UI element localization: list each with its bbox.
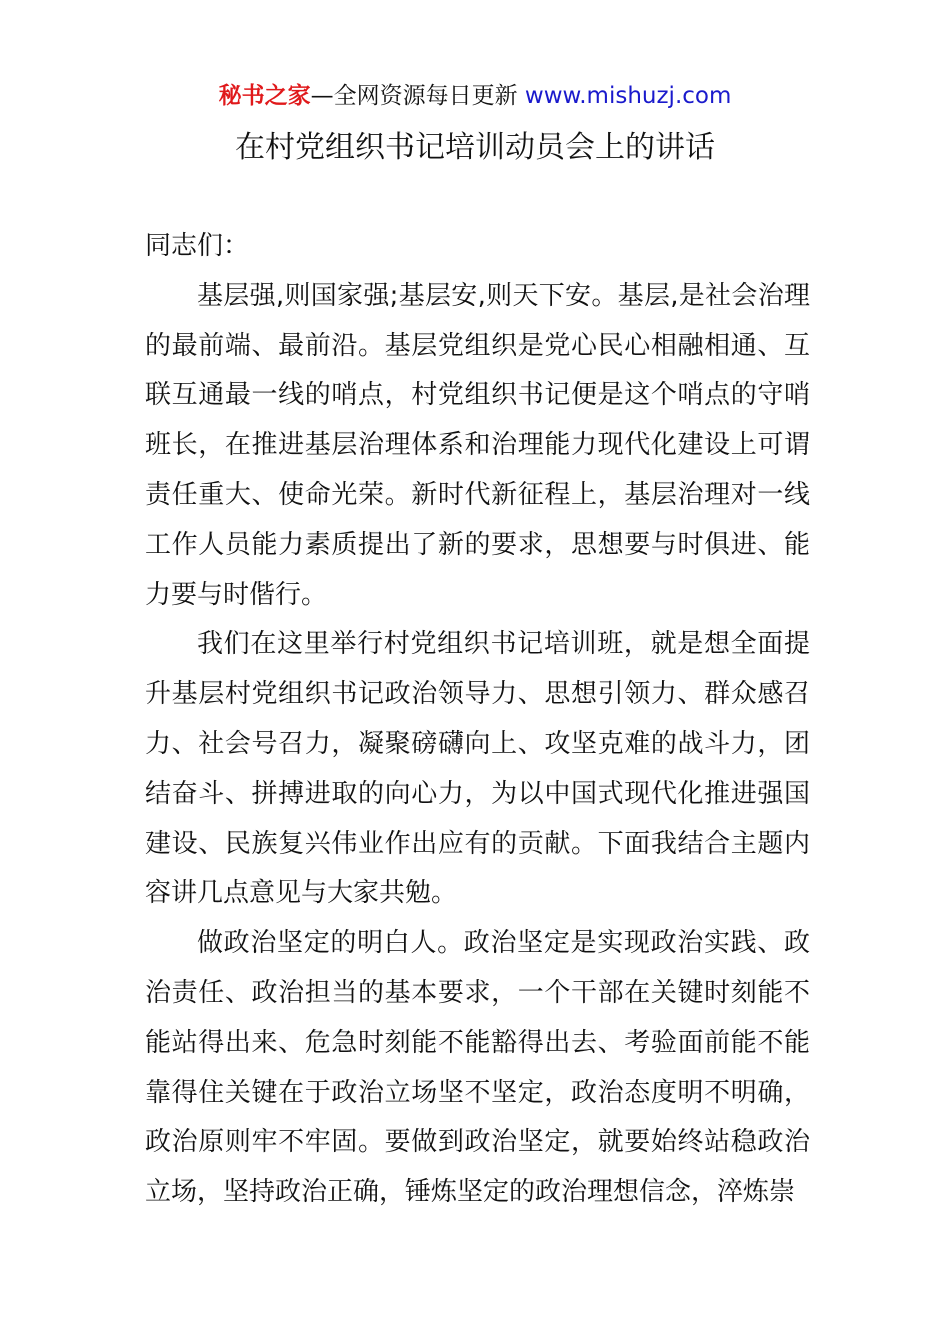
salutation: 同志们： xyxy=(145,231,250,261)
paragraph-3: 做政治坚定的明白人。政治坚定是实现政治实践、政治责任、政治担当的基本要求，一个干部在关键时刻能不能站得出来、危急时刻能不能豁得出去、考验面前能不能靠得住关键在于政治立场坚不坚定，政治态度明不明确，政治原则牢不牢固。要做到政治坚定，就要始终站稳政治立场，坚持政治正确，锤炼坚定的政治理想信念，淬炼崇 xyxy=(145,928,810,1208)
site-header xyxy=(0,80,950,112)
brand-name: 秘书之家 xyxy=(218,83,311,109)
document-body xyxy=(145,222,810,1218)
document-title: 在村党组织书记培训动员会上的讲话 xyxy=(235,130,715,165)
site-url-link[interactable]: www.mishuzj.com xyxy=(524,83,732,109)
paragraph-1: 基层强,则国家强;基层安,则天下安。基层,是社会治理的最前端、最前沿。基层党组织是党心民心相融相通、互联互通最一线的哨点，村党组织书记便是这个哨点的守哨班长，在推进基层治理体系和治理能力现代化建设上可谓责任重大、使命光荣。新时代新征程上，基层治理对一线工作人员能力素质提出了新的要求，思想要与时俱进、能力要与时偕行。 xyxy=(145,280,810,610)
paragraph-2: 我们在这里举行村党组织书记培训班，就是想全面提升基层村党组织书记政治领导力、思想引领力、群众感召力、社会号召力，凝聚磅礴向上、攻坚克难的战斗力，团结奋斗、拼搏进取的向心力，为以中国式现代化推进强国建设、民族复兴伟业作出应有的贡献。下面我结合主题内容讲几点意见与大家共勉。 xyxy=(145,629,810,909)
header-tagline: —全网资源每日更新 xyxy=(310,83,518,109)
